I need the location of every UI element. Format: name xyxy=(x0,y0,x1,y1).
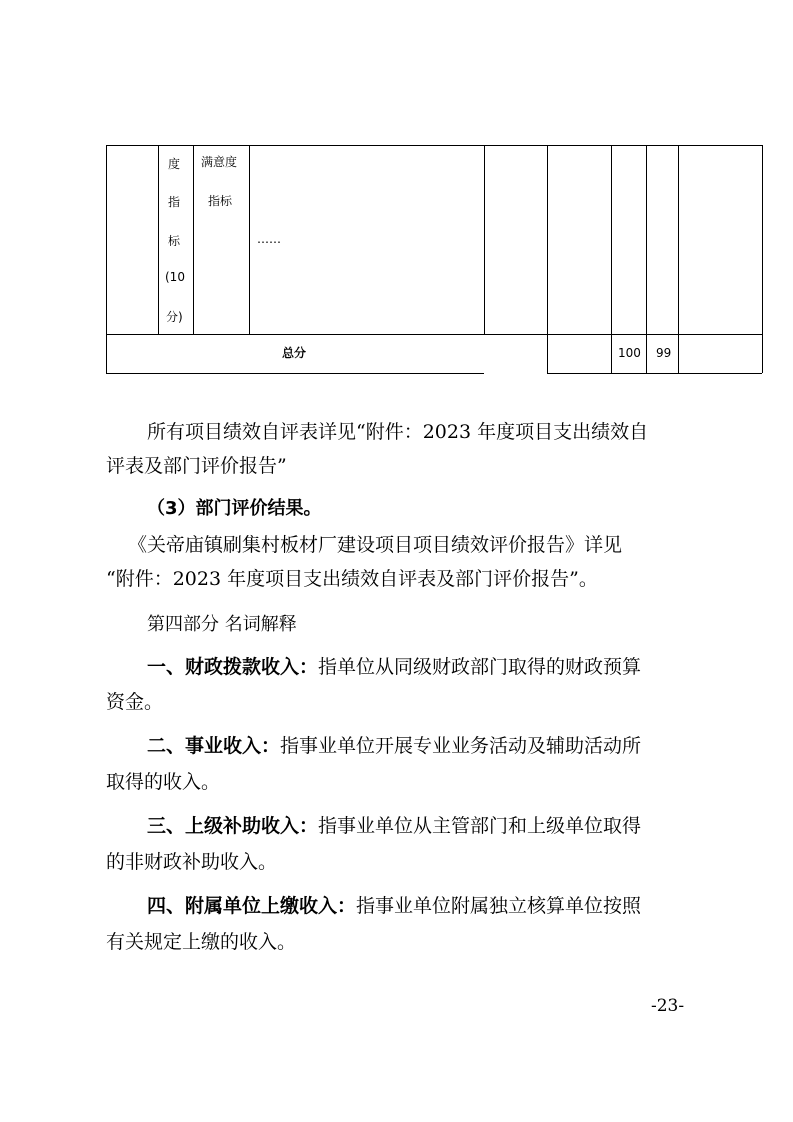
col-divider-8 xyxy=(678,145,679,373)
definition-4-term: 四、附属单位上缴收入： xyxy=(147,895,357,917)
table-bottom-border-left xyxy=(106,373,484,374)
definition-4-line-2: 有关规定上缴的收入。 xyxy=(106,931,297,953)
col-divider-3 xyxy=(249,145,250,334)
section-3-title: （3）部门评价结果。 xyxy=(147,498,322,519)
paragraph-2-line-2: “附件：2023 年度项目支出绩效自评表及部门评价报告”。 xyxy=(106,568,598,590)
definition-1-line-2: 资金。 xyxy=(106,691,164,713)
table-right-border xyxy=(762,145,763,373)
definition-2-line-2: 取得的收入。 xyxy=(106,771,221,793)
part-4-title: 第四部分 名词解释 xyxy=(147,614,297,635)
category-char-4: (10 xyxy=(165,270,185,284)
definition-3-line-2: 的非财政补助收入。 xyxy=(106,851,278,873)
definition-2-line-1 xyxy=(147,734,641,758)
table-total-row-top-border xyxy=(106,334,762,335)
total-label: 总分 xyxy=(282,346,307,360)
category-char-2: 指 xyxy=(168,195,181,209)
definition-3-line-1 xyxy=(147,814,641,838)
definition-2-text: 指事业单位开展专业业务活动及辅助活动所 xyxy=(280,735,642,757)
col-divider-7 xyxy=(646,145,647,373)
col-divider-5 xyxy=(547,145,548,373)
definition-4-text: 指事业单位附属独立核算单位按照 xyxy=(356,895,642,917)
table-top-border xyxy=(106,145,762,146)
definition-1-term: 一、财政拨款收入： xyxy=(147,656,319,678)
col-divider-2 xyxy=(193,145,194,334)
definition-1-text: 指单位从同级财政部门取得的财政预算 xyxy=(318,656,642,678)
category-char-1: 度 xyxy=(168,157,181,171)
performance-table xyxy=(0,0,793,400)
definition-3-text: 指事业单位从主管部门和上级单位取得 xyxy=(318,815,642,837)
subcategory-line-1: 满意度 xyxy=(201,155,238,169)
col-divider-1 xyxy=(158,145,159,334)
category-char-5: 分) xyxy=(166,310,183,324)
subcategory-line-2: 指标 xyxy=(208,194,233,208)
definition-2-term: 二、事业收入： xyxy=(147,735,281,757)
definition-4-line-1 xyxy=(147,894,641,918)
paragraph-1-line-2: 评表及部门评价报告” xyxy=(106,455,287,477)
col-divider-6 xyxy=(611,145,612,373)
definition-3-term: 三、上级补助收入： xyxy=(147,815,319,837)
col-divider-4 xyxy=(484,145,485,334)
total-value-2: 99 xyxy=(656,346,672,360)
table-bottom-border-right xyxy=(547,373,762,374)
indicator-ellipsis: …… xyxy=(257,232,281,246)
paragraph-1-line-1: 所有项目绩效自评表详见“附件：2023 年度项目支出绩效自 xyxy=(147,421,649,443)
total-value-1: 100 xyxy=(618,346,641,360)
category-char-3: 标 xyxy=(168,234,181,248)
page-number: -23- xyxy=(651,996,685,1016)
paragraph-2-line-1: 《关帝庙镇刷集村板材厂建设项目项目绩效评价报告》详见 xyxy=(128,534,623,556)
table-left-border xyxy=(106,145,107,373)
definition-1-line-1 xyxy=(147,655,641,679)
